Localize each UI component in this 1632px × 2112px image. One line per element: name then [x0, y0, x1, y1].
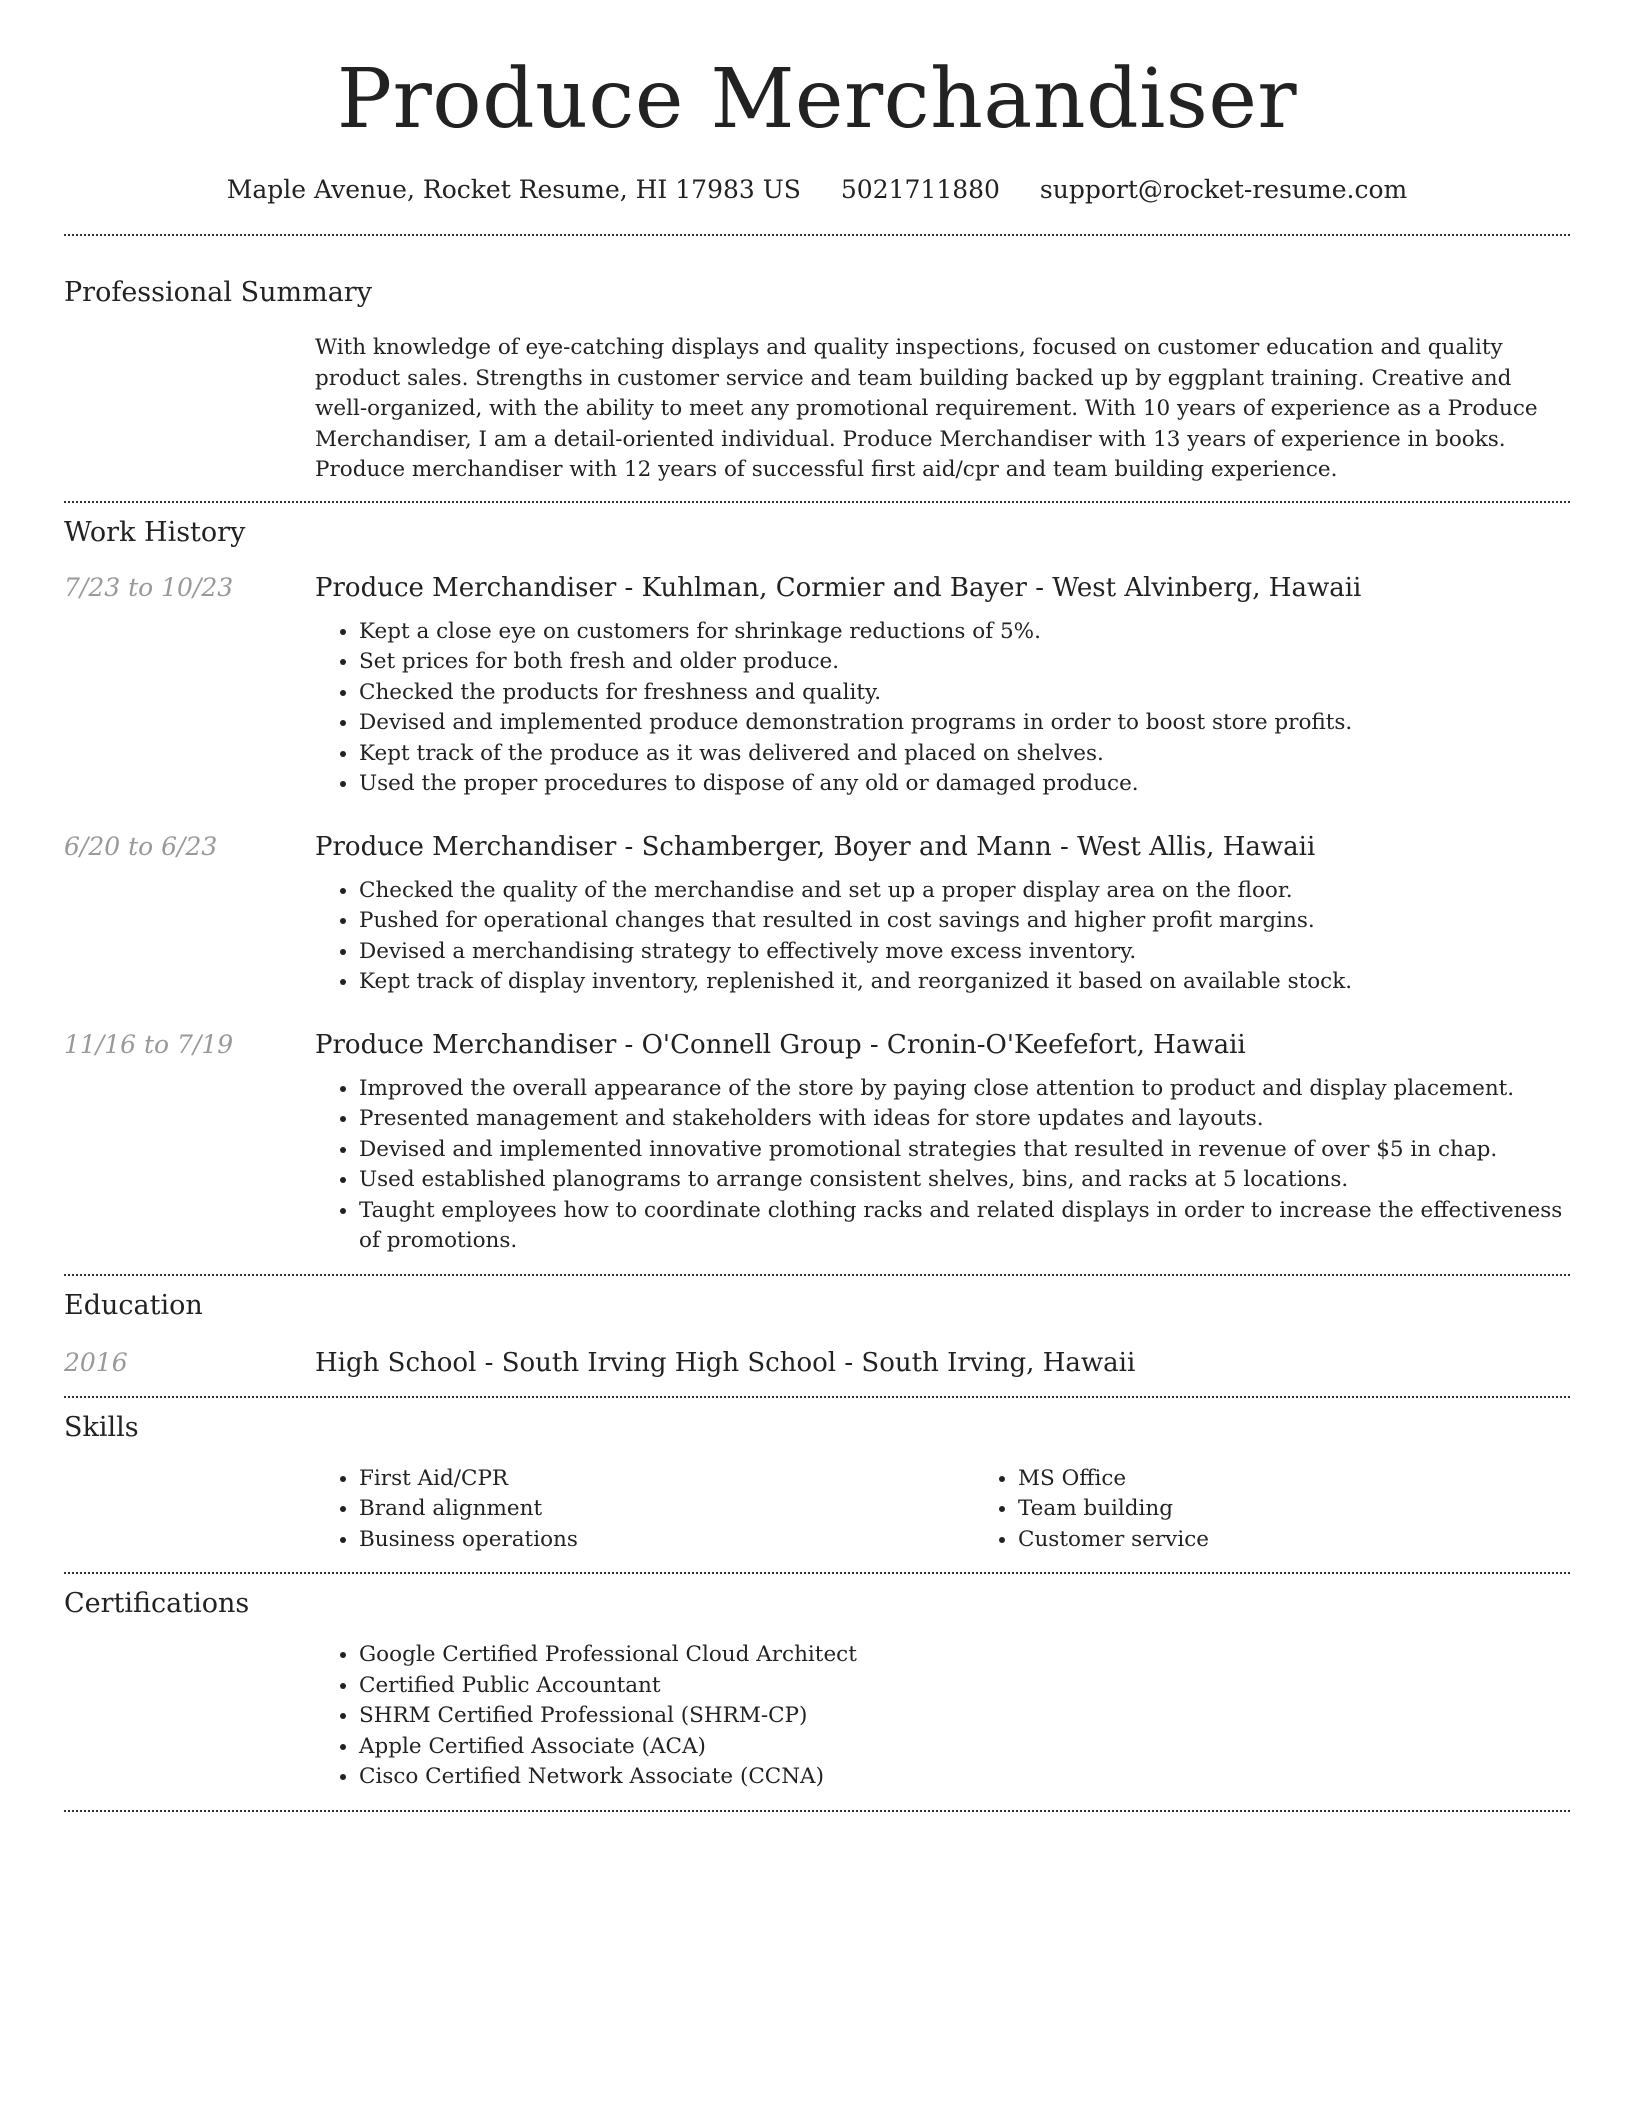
list-item: • Used the proper procedures to dispose of any old or damaged produce. — [359, 769, 1570, 800]
skills-column-right — [974, 1464, 1632, 1556]
job-heading: Produce Merchandiser - O'Connell Group - Cronin-O'Keefefort, Hawaii — [315, 1029, 1246, 1060]
section-title-certifications: Certifications — [64, 1588, 250, 1619]
list-item: • Used established planograms to arrange consistent shelves, bins, and racks at 5 locations. — [359, 1165, 1570, 1196]
skills-column-left — [315, 1464, 974, 1556]
job-dates: 6/20 to 6/23 — [64, 831, 218, 861]
education-heading: High School - South Irving High School - South Irving, Hawaii — [315, 1347, 1136, 1378]
divider — [64, 1274, 1570, 1276]
divider — [64, 1396, 1570, 1398]
list-item: • Kept track of the produce as it was delivered and placed on shelves. — [359, 739, 1570, 770]
job-dates: 11/16 to 7/19 — [64, 1029, 234, 1059]
job-heading: Produce Merchandiser - Kuhlman, Cormier and Bayer - West Alvinberg, Hawaii — [315, 572, 1362, 603]
section-title-work-history: Work History — [64, 516, 246, 548]
divider — [64, 501, 1570, 503]
resume-page — [64, 0, 1570, 1812]
job-bullets — [315, 876, 1570, 998]
education-section — [64, 1288, 1570, 1380]
section-title-education: Education — [64, 1289, 203, 1321]
list-item: • First Aid/CPR — [359, 1464, 974, 1495]
skills-section — [64, 1410, 1570, 1556]
skills-grid — [315, 1464, 1632, 1556]
certifications-list — [315, 1640, 1570, 1793]
list-item: • Customer service — [1018, 1525, 1632, 1556]
list-item: • Apple Certified Associate (ACA) — [359, 1732, 1570, 1763]
list-item: • Checked the products for freshness and quality. — [359, 678, 1570, 709]
contact-address: Maple Avenue, Rocket Resume, HI 17983 US — [226, 175, 801, 204]
summary-section — [64, 275, 1570, 486]
divider — [64, 1572, 1570, 1574]
certifications-spacer — [64, 1640, 315, 1793]
job-entry — [64, 830, 1570, 998]
education-dates: 2016 — [64, 1347, 128, 1377]
list-item: • Pushed for operational changes that resulted in cost savings and higher profit margins. — [359, 906, 1570, 937]
list-item: • Cisco Certified Network Associate (CCNA) — [359, 1762, 1570, 1793]
contact-line — [64, 172, 1570, 208]
candidate-name: Produce Merchandiser — [336, 52, 1298, 147]
section-title-summary: Professional Summary — [64, 277, 372, 308]
list-item: • MS Office — [1018, 1464, 1632, 1495]
list-item: • Kept track of display inventory, replenished it, and reorganized it based on available stock. — [359, 967, 1570, 998]
list-item: • Presented management and stakeholders with ideas for store updates and layouts. — [359, 1104, 1570, 1135]
contact-phone: 5021711880 — [840, 175, 1000, 204]
work-history-section — [64, 515, 1570, 1257]
skills-spacer — [64, 1464, 315, 1556]
job-bullets — [315, 617, 1570, 800]
list-item: • Improved the overall appearance of the store by paying close attention to product and display placement. — [359, 1074, 1570, 1105]
job-bullets — [315, 1074, 1570, 1257]
divider — [64, 234, 1570, 236]
job-heading: Produce Merchandiser - Schamberger, Boyer and Mann - West Allis, Hawaii — [315, 831, 1316, 862]
section-title-skills: Skills — [64, 1411, 139, 1443]
list-item: • Checked the quality of the merchandise and set up a proper display area on the floor. — [359, 876, 1570, 907]
list-item: • Brand alignment — [359, 1494, 974, 1525]
list-item: • Team building — [1018, 1494, 1632, 1525]
contact-email: support@rocket-resume.com — [1039, 175, 1408, 204]
list-item: • Taught employees how to coordinate clothing racks and related displays in order to increase the effectiveness of promotions. — [359, 1196, 1570, 1257]
summary-spacer — [64, 333, 315, 486]
list-item: • Certified Public Accountant — [359, 1671, 1570, 1702]
job-entry — [64, 1028, 1570, 1257]
list-item: • Google Certified Professional Cloud Architect — [359, 1640, 1570, 1671]
list-item: • Devised and implemented produce demonstration programs in order to boost store profits. — [359, 708, 1570, 739]
divider — [64, 1810, 1570, 1812]
list-item: • Devised a merchandising strategy to effectively move excess inventory. — [359, 937, 1570, 968]
summary-text: With knowledge of eye-catching displays and quality inspections, focused on customer education and quality product sales. Strengths in customer service and team building backed up by eggplant training. Creative and well-organized, with the ability to meet any promotional requirement. With 10 years of experience as a Produce Merchandiser, I am a detail-oriented individual. Produce Merchandiser with 13 years of experience in books. Produce merchandiser with 12 years of successful first aid/cpr and team building experience. — [315, 335, 1538, 482]
certifications-section — [64, 1586, 1570, 1793]
list-item: • Set prices for both fresh and older produce. — [359, 647, 1570, 678]
education-entry — [64, 1346, 1570, 1380]
list-item: • Business operations — [359, 1525, 974, 1556]
list-item: • SHRM Certified Professional (SHRM-CP) — [359, 1701, 1570, 1732]
job-dates: 7/23 to 10/23 — [64, 572, 234, 602]
list-item: • Kept a close eye on customers for shrinkage reductions of 5%. — [359, 617, 1570, 648]
list-item: • Devised and implemented innovative promotional strategies that resulted in revenue of over $5 in chap. — [359, 1135, 1570, 1166]
job-entry — [64, 571, 1570, 800]
